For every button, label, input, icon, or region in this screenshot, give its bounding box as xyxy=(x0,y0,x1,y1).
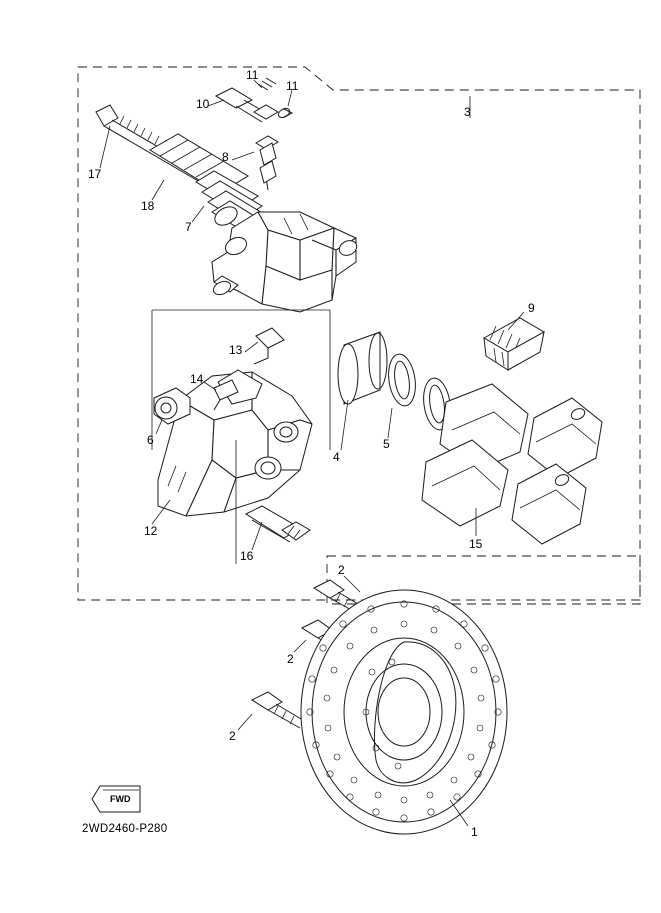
callout-4: 4 xyxy=(333,450,340,464)
callout-15: 15 xyxy=(469,537,483,551)
callout-2-b: 2 xyxy=(287,652,294,666)
part-9-pad-spring xyxy=(484,318,544,370)
part-16-slide-bolt xyxy=(246,506,310,542)
caliper-body xyxy=(211,212,359,312)
part-8-bleed-nipple xyxy=(256,136,278,190)
fwd-label: FWD xyxy=(110,794,131,804)
callout-18: 18 xyxy=(141,199,155,213)
part-5-piston xyxy=(338,332,387,404)
callout-14: 14 xyxy=(190,372,204,386)
callout-5: 5 xyxy=(383,437,390,451)
part-1-brake-disc xyxy=(301,590,507,834)
callout-17: 17 xyxy=(88,167,102,181)
part-15-brake-pads xyxy=(422,384,602,544)
part-code-label: 2WD2460-P280 xyxy=(82,823,168,835)
callout-9: 9 xyxy=(528,301,535,315)
callout-7: 7 xyxy=(185,220,192,234)
callout-11-b: 11 xyxy=(286,79,299,93)
callout-16: 16 xyxy=(240,549,254,563)
part-10-banjo-bolt xyxy=(216,88,278,122)
part-2-bolt-c xyxy=(252,692,306,728)
callout-12: 12 xyxy=(144,524,158,538)
callout-2-a: 2 xyxy=(338,563,345,577)
callout-11-a: 11 xyxy=(246,68,259,82)
callout-1: 1 xyxy=(471,825,478,839)
callout-6: 6 xyxy=(147,433,154,447)
callout-8: 8 xyxy=(222,150,229,164)
part-13-clip xyxy=(254,328,284,364)
callout-3: 3 xyxy=(464,105,471,119)
callout-13: 13 xyxy=(229,343,243,357)
callout-2-c: 2 xyxy=(229,729,236,743)
callout-10: 10 xyxy=(196,97,210,111)
